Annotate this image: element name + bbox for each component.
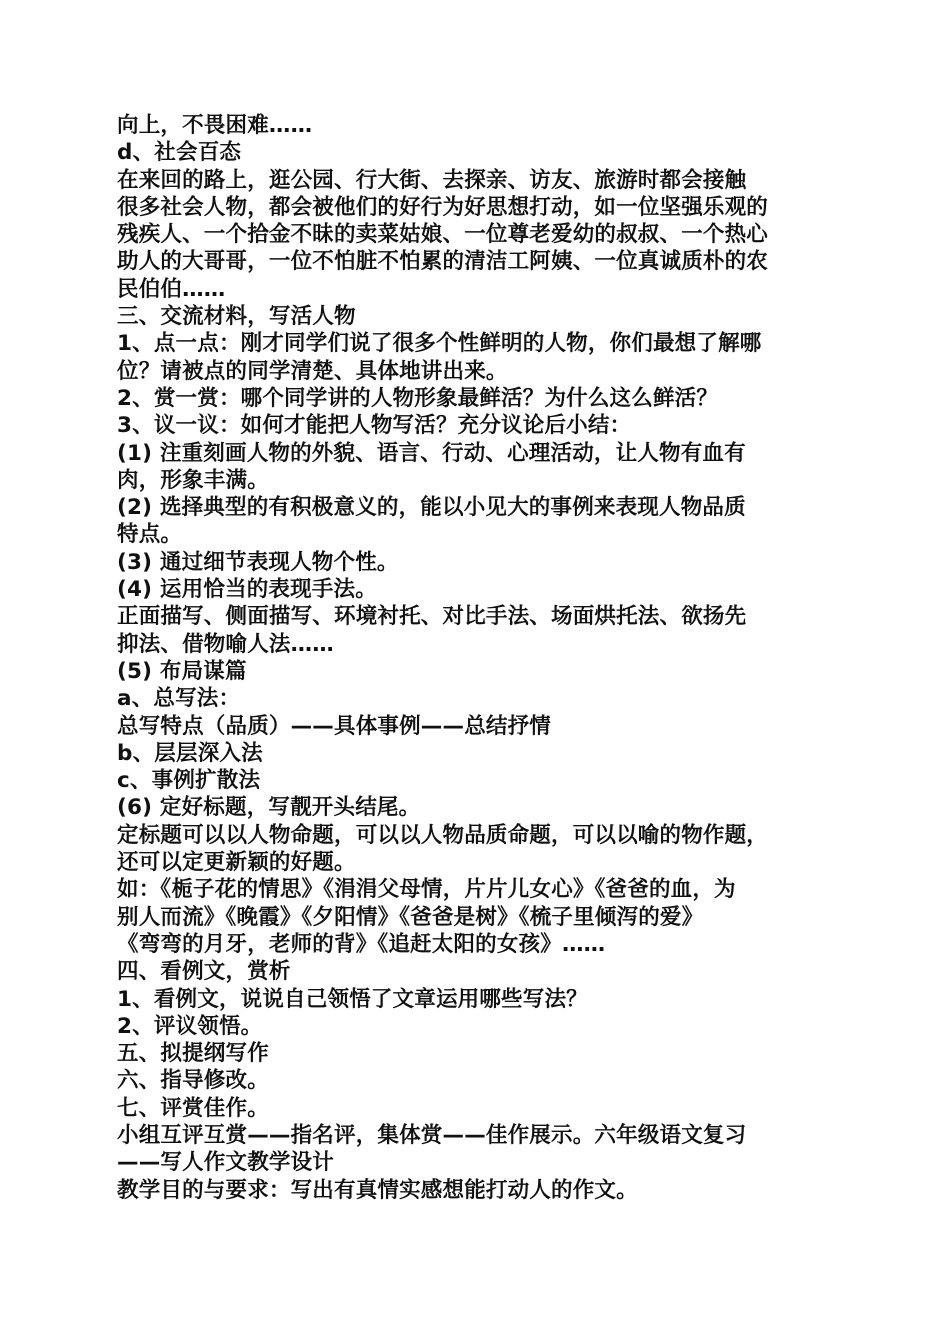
text-line: 向上，不畏困难…… (117, 113, 313, 138)
text-line: 民伯伯…… (117, 276, 226, 302)
text-line: b、层层深入法 (117, 740, 263, 766)
text-line: 2、评议领悟。 (117, 1013, 263, 1039)
text-line: 特点。 (117, 522, 183, 548)
text-line: 肉，形象丰满。 (117, 467, 269, 493)
text-line: 很多社会人物，都会被他们的好行为好思想打动，如一位坚强乐观的 (117, 194, 769, 220)
text-line: (2) 选择典型的有积极意义的，能以小见大的事例来表现人物品质 (117, 495, 746, 521)
text-line: (3) 通过细节表现人物个性。 (117, 549, 399, 575)
section-heading: 四、看例文，赏析 (117, 959, 291, 985)
text-line: 在来回的路上，逛公园、行大街、去探亲、访友、旅游时都会接触 (117, 167, 747, 193)
text-line: 2、赏一赏：哪个同学讲的人物形象最鲜活？为什么这么鲜活？ (117, 385, 719, 411)
text-line: (1) 注重刻画人物的外貌、语言、行动、心理活动，让人物有血有 (117, 440, 746, 466)
text-line: (6) 定好标题，写靓开头结尾。 (117, 795, 421, 821)
text-line: 如：《栀子花的情思》《涓涓父母情，片片儿女心》《爸爸的血，为 (117, 877, 736, 903)
text-line: 小组互评互赏——指名评，集体赏——佳作展示。六年级语文复习 (117, 1122, 747, 1148)
text-line: 1、看例文，说说自己领悟了文章运用哪些写法？ (117, 986, 588, 1012)
text-line: c、事例扩散法 (117, 768, 261, 794)
document-body (117, 112, 839, 1204)
text-line: 位？请被点的同学清楚、具体地讲出来。 (117, 358, 508, 384)
text-line: 《弯弯的月牙，老师的背》《追赶太阳的女孩》…… (117, 931, 606, 957)
section-heading: 五、拟提纲写作 (117, 1041, 269, 1067)
text-line: 教学目的与要求：写出有真情实感想能打动人的作文。 (117, 1177, 638, 1203)
text-line: 别人而流》《晚霞》《夕阳情》《爸爸是树》《梳子里倾泻的爱》 (117, 904, 704, 930)
text-line: 定标题可以以人物命题，可以以人物品质命题，可以以喻的物作题， (117, 822, 769, 848)
text-line: (4) 运用恰当的表现手法。 (117, 577, 377, 603)
section-heading: 七、评赏佳作。 (117, 1095, 269, 1121)
text-line: 残疾人、一个拾金不昧的卖菜姑娘、一位尊老爱幼的叔叔、一个热心 (117, 222, 769, 248)
text-line: (5) 布局谋篇 (117, 658, 247, 684)
text-line: 还可以定更新颖的好题。 (117, 850, 356, 876)
text-line: 助人的大哥哥，一位不怕脏不怕累的清洁工阿姨、一位真诚质朴的农 (117, 249, 769, 275)
text-line: 正面描写、侧面描写、环境衬托、对比手法、场面烘托法、欲扬先 (117, 604, 747, 630)
section-heading: 六、指导修改。 (117, 1068, 269, 1094)
section-heading: d、社会百态 (117, 140, 242, 166)
text-line: 抑法、借物喻人法…… (117, 631, 335, 657)
text-line: 3、议一议：如何才能把人物写活？充分议论后小结： (117, 413, 632, 439)
section-heading: 三、交流材料，写活人物 (117, 304, 356, 330)
text-line: a、总写法： (117, 686, 241, 712)
text-line: 1、点一点：刚才同学们说了很多个性鲜明的人物，你们最想了解哪 (117, 331, 762, 357)
text-line: 总写特点（品质）——具体事例——总结抒情 (117, 713, 552, 739)
text-line: ——写人作文教学设计 (117, 1150, 335, 1176)
